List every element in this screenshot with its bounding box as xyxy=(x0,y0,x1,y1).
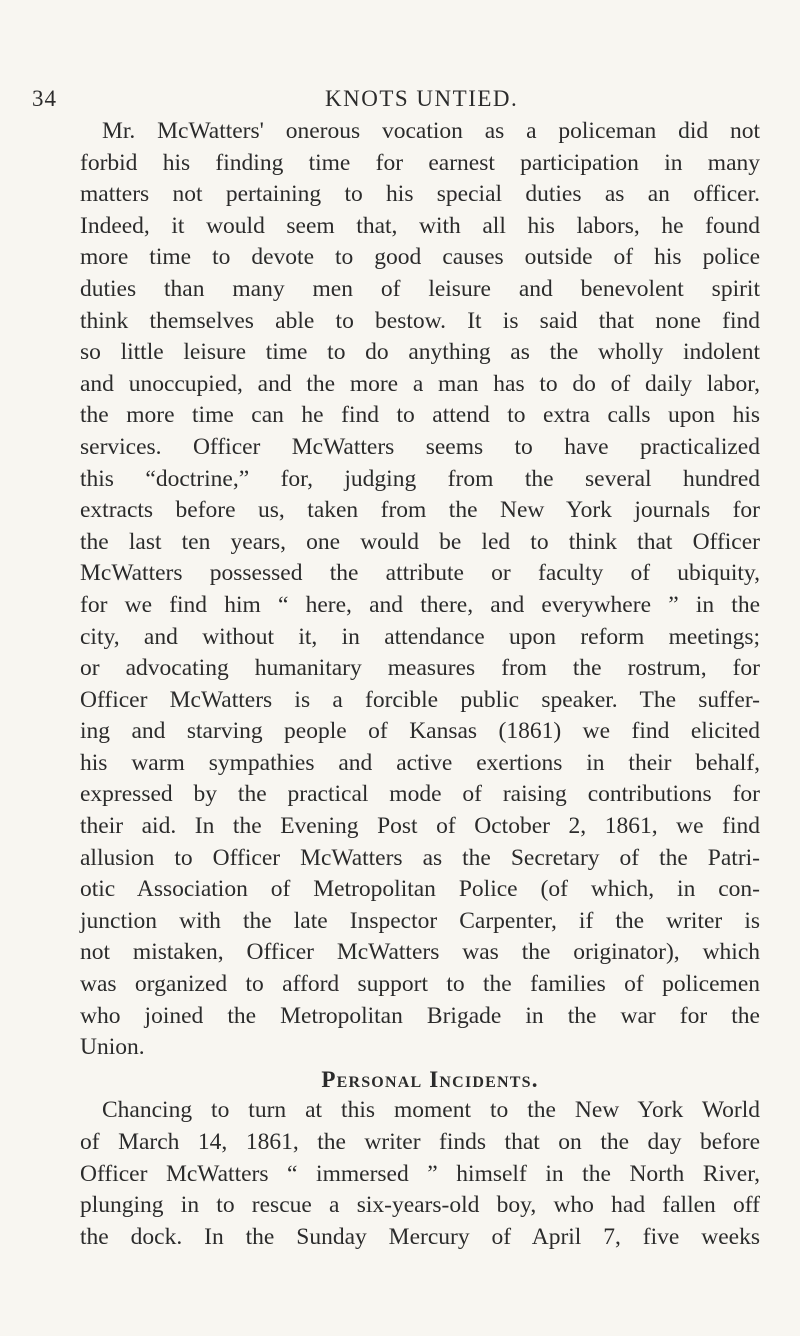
text-line: the dock. In the Sunday Mercury of April 7, five weeks xyxy=(80,1223,760,1250)
text-line: was organized to afford support to the families of policemen xyxy=(80,971,760,998)
text-line: their aid. In the Evening Post of October 2, 1861, we find xyxy=(80,813,760,840)
text-line: McWatters possessed the attribute or faculty of ubiquity, xyxy=(80,560,760,587)
text-line: of March 14, 1861, the writer finds that on the day before xyxy=(80,1129,760,1155)
text-line: who joined the Metropolitan Brigade in the war for the xyxy=(80,1002,760,1029)
text-line: junction with the late Inspector Carpenter, if the writer is xyxy=(80,907,760,934)
text-line: forbid his finding time for earnest participation in many xyxy=(80,149,760,176)
section-heading xyxy=(80,1064,760,1096)
text-line: this “doctrine,” for, judging from the several hundred xyxy=(80,465,760,492)
text-line: otic Association of Metropolitan Police (of which, in con- xyxy=(80,876,760,903)
text-line: Mr. McWatters' onerous vocation as a policeman did not xyxy=(102,118,760,144)
text-line: extracts before us, taken from the New York journals for xyxy=(80,497,760,524)
text-line: city, and without it, in attendance upon reform meetings; xyxy=(80,623,760,650)
book-page xyxy=(32,80,760,1253)
text-line: the last ten years, one would be led to think that Officer xyxy=(80,528,760,555)
text-line: for we find him “ here, and there, and everywhere ” in the xyxy=(80,591,760,618)
section-heading-text: Personal Incidents. xyxy=(321,1066,539,1092)
text-line: or advocating humanitary measures from the rostrum, for xyxy=(80,655,760,682)
text-line: Officer McWatters “ immersed ” himself in the North River, xyxy=(80,1160,760,1187)
running-head xyxy=(32,80,760,116)
text-line: ing and starving people of Kansas (1861) we find elicited xyxy=(80,718,760,745)
text-line: the more time can he find to attend to extra calls upon his xyxy=(80,402,760,429)
text-line: matters not pertaining to his special duties as an officer. xyxy=(80,181,760,208)
paragraph-mcwatters-vocation xyxy=(80,116,760,1064)
text-line: not mistaken, Officer McWatters was the originator), which xyxy=(80,939,760,966)
text-line: think themselves able to bestow. It is said that none find xyxy=(80,307,760,334)
text-line: his warm sympathies and active exertions in their behalf, xyxy=(80,749,760,776)
text-line: so little leisure time to do anything as the wholly indolent xyxy=(80,339,760,366)
text-line: and unoccupied, and the more a man has to do of daily labor, xyxy=(80,370,760,397)
running-title: KNOTS UNTIED. xyxy=(325,86,519,111)
text-line: Chancing to turn at this moment to the New York World xyxy=(102,1097,760,1124)
text-line: duties than many men of leisure and benevolent spirit xyxy=(80,275,760,302)
text-line: Union. xyxy=(80,1034,145,1061)
paragraph-personal-incidents xyxy=(80,1095,760,1253)
text-line: plunging in to rescue a six-years-old boy, who had fallen off xyxy=(80,1192,760,1219)
text-line: services. Officer McWatters seems to have practicalized xyxy=(80,433,760,460)
text-line: allusion to Officer McWatters as the Secretary of the Patri- xyxy=(80,844,760,871)
text-line: Officer McWatters is a forcible public speaker. The suffer- xyxy=(80,686,760,713)
text-line: Indeed, it would seem that, with all his labors, he found xyxy=(80,212,760,239)
text-line: expressed by the practical mode of raising contributions for xyxy=(80,781,760,808)
text-line: more time to devote to good causes outside of his police xyxy=(80,244,760,271)
page-number: 34 xyxy=(32,86,57,111)
